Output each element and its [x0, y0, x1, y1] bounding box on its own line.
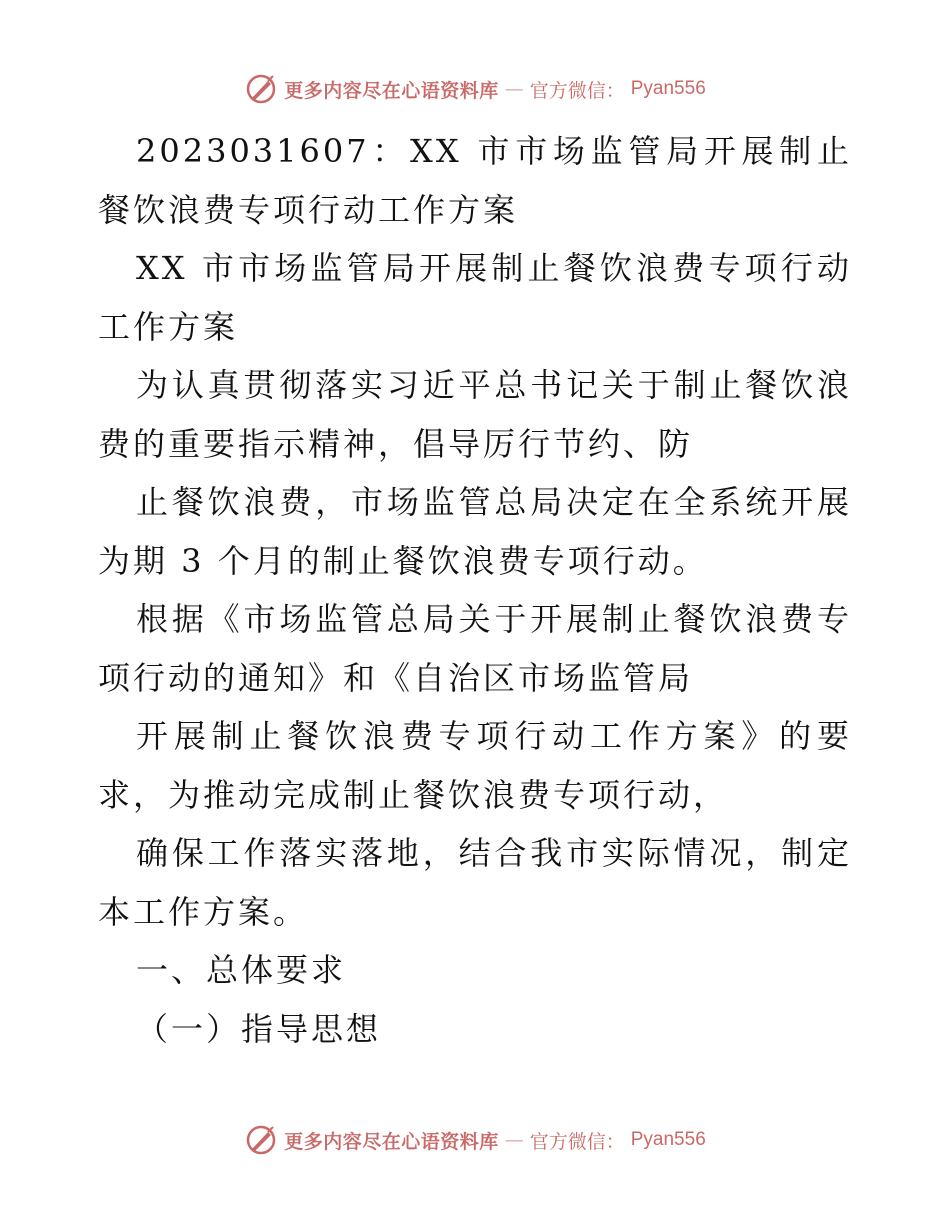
watermark-dash: —	[504, 1129, 524, 1151]
watermark-label: 官方微信：	[529, 1130, 625, 1153]
section-heading: 一、总体要求	[136, 951, 347, 989]
watermark-main-text: 更多内容尽在心语资料库	[284, 79, 499, 102]
paragraph: 根据《市场监管总局关于开展制止餐饮浪费专项行动的通知》和《自治区市场监管局	[98, 600, 852, 697]
document-title: 2023031607：XX 市市场监管局开展制止餐饮浪费专项行动工作方案	[98, 132, 852, 229]
quill-pen-logo-icon	[244, 72, 278, 106]
watermark-dash: —	[504, 78, 524, 100]
document-body	[98, 122, 852, 1058]
subsection-heading: （一）指导思想	[136, 1009, 382, 1048]
paragraph: 确保工作落实落地，结合我市实际情况，制定本工作方案。	[98, 834, 852, 931]
paragraph: 为认真贯彻落实习近平总书记关于制止餐饮浪费的重要指示精神，倡导厉行节约、防	[98, 366, 852, 463]
watermark-wechat-id: Pyan556	[630, 1129, 706, 1150]
watermark-top	[0, 72, 950, 106]
watermark-bottom	[0, 1123, 950, 1157]
watermark-wechat-id: Pyan556	[630, 78, 706, 99]
paragraph: 开展制止餐饮浪费专项行动工作方案》的要求，为推动完成制止餐饮浪费专项行动，	[98, 717, 852, 814]
quill-pen-logo-icon	[244, 1123, 278, 1157]
watermark-main-text: 更多内容尽在心语资料库	[284, 1130, 499, 1153]
document-subtitle: XX 市市场监管局开展制止餐饮浪费专项行动工作方案	[98, 249, 852, 346]
paragraph: 止餐饮浪费，市场监管总局决定在全系统开展为期 3 个月的制止餐饮浪费专项行动。	[98, 483, 852, 580]
watermark-label: 官方微信：	[529, 79, 625, 102]
